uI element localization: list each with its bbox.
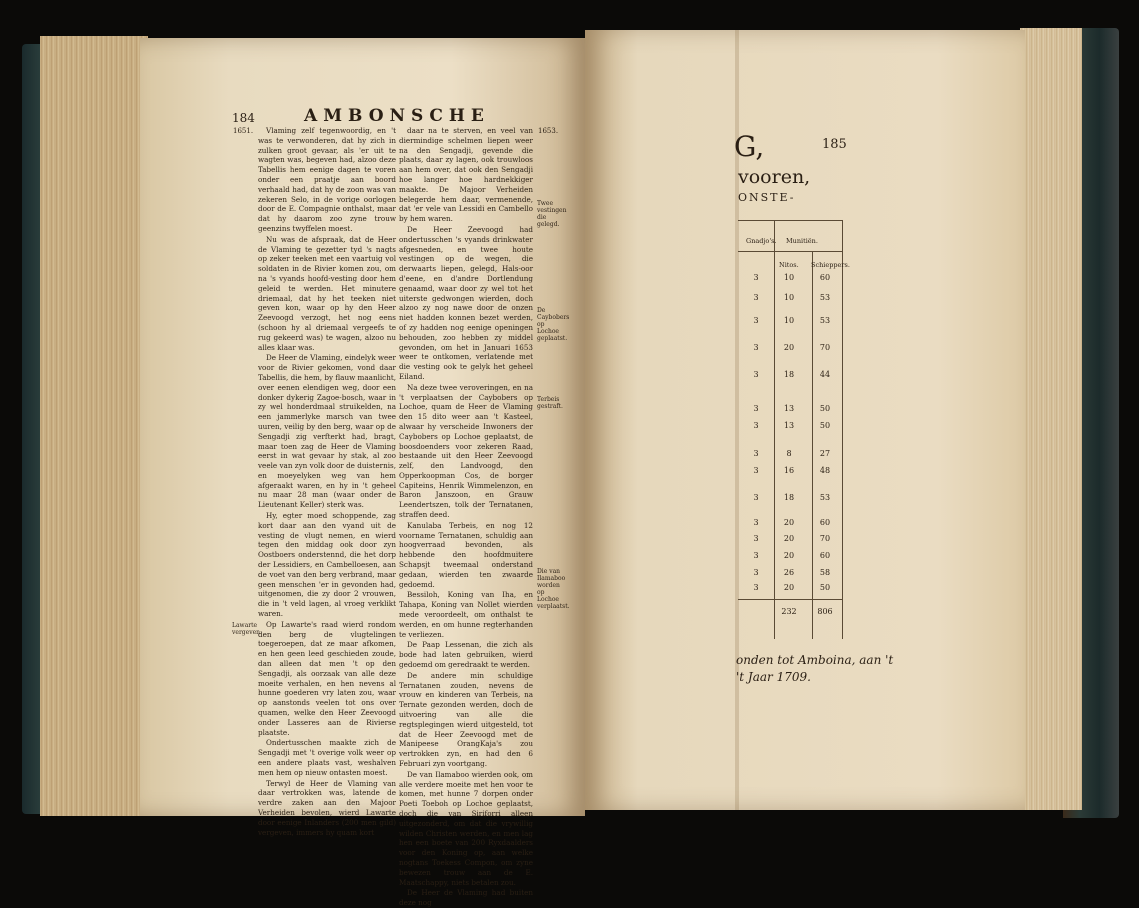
table-total-cell: 806 bbox=[817, 607, 833, 616]
table-subheader-schieppers: Schieppers. bbox=[811, 261, 850, 269]
table-cell: 60 bbox=[819, 518, 831, 527]
margin-note-lawarte: Lawarte vergeven. bbox=[232, 622, 262, 636]
table-cell: 53 bbox=[819, 293, 831, 302]
table-cell: 3 bbox=[753, 316, 759, 325]
table-cell: 50 bbox=[819, 404, 831, 413]
left-page-number: 184 bbox=[232, 111, 255, 125]
table-cell: 53 bbox=[819, 316, 831, 325]
table-cell: 44 bbox=[819, 370, 831, 379]
paragraph: De Heer de Vlaming had buiten deze nog bbox=[399, 888, 533, 908]
paragraph: Op Lawarte's raad wierd rondom den berg de vlugtelingen toegeroepen, dat ze maar afkomen, en hen geen leed geschieden zoude, dan alleen dat men 't op den Sengadji, als oorzaak van alle deze moeite verhalen, en hen nevens al hunne goederen vry laten zou, waar op aanstonds veelen tot ons over quamen, welke den Heer Zeevoogd onder Lasseres aan de Rivierse plaatste. bbox=[258, 619, 396, 737]
paragraph: Bessiloh, Koning van Iha, en Tahapa, Koning van Nollet wierden mede veroordeelt, om onthalst te werden, en om hunne regterhanden te verliezen. bbox=[399, 590, 533, 639]
right-title-fragment: G, bbox=[734, 130, 765, 163]
table-subheader-nitos: Nitos. bbox=[779, 261, 799, 269]
table-cell: 60 bbox=[819, 551, 831, 560]
table-cell: 3 bbox=[753, 493, 759, 502]
paragraph: Na deze twee veroveringen, en na 't verplaatsen der Caybobers op Lochoe, quam de Heer de Vlaming den 15 dito weer aan 't Kasteel, alwaar hy verscheide Inwoners der Caybobers op Lochoe geplaatst, de boosdoenders voor zekeren Raad, bestaande uit den Heer Zeevoogd zelf, den Landvoogd, den Opperkoopman Cos, de borger Capiteins, Henrik Wimmelenzon, en Baron Janszoon, en Grauw Leendertszen, tolk der Ternatanen, straffen deed. bbox=[399, 382, 533, 520]
running-head: AMBONSCHE bbox=[304, 106, 490, 126]
paragraph: Kanulaba Terbeis, en nog 12 voorname Ternatanen, schuldig aan hoogverraad bevonden, als hebbende den hoofdmuitere Schapsjt tweemaal onderstand gedaan, wierden ten zwaarde gedoemd. bbox=[399, 520, 533, 589]
table-cell: 3 bbox=[753, 534, 759, 543]
paragraph: De Heer Zeevoogd had ondertusschen 's vyands drinkwater afgesneden, en twee houte vestingen op de wegen, die derwaarts liepen, gelegd, Hals-oor d'eene, en d'andre Dortlendung genaamd, waar door zy wel tot het uiterste gedwongen wierden, doch alzoo zy nog nawe door de onzen niet hadden konnen bezet werden, of zy hadden nog eenige openingen behouden, zoo hebben zy middel gevonden, om het in Januari 1653 weer te ontkomen, verlatende met die vesting ook te gelyk het geheel Eiland. bbox=[399, 224, 533, 381]
plate-footer-line-1: onden tot Amboina, aan 't bbox=[736, 653, 894, 667]
table-cell: 3 bbox=[753, 343, 759, 352]
table-cell: 3 bbox=[753, 404, 759, 413]
margin-note-caybobers: De Caybobers op Lochoe geplaatst. bbox=[537, 307, 570, 342]
table-cell: 18 bbox=[783, 370, 795, 379]
table-cell: 58 bbox=[819, 568, 831, 577]
table-cell: 3 bbox=[753, 421, 759, 430]
right-page-number: 185 bbox=[822, 137, 847, 152]
table-header-gnadjos: Gnadjo's. bbox=[746, 237, 777, 245]
paragraph: Terwyl de Heer de Vlaming van daar vertrokken was, latende de verdre zaken aan den Majoor Verheiden bevolen, wierd Lawarte door eenige Inlanders (200 men gild) vergeven, immers hy quam kort bbox=[258, 778, 396, 837]
table-cell: 10 bbox=[783, 273, 795, 282]
page-edges-right bbox=[1020, 28, 1082, 810]
table-cell: 13 bbox=[783, 404, 795, 413]
table-header-munitien: Munitiën. bbox=[786, 237, 818, 245]
paragraph: Hy, egter moed schoppende, zag kort daar aan den vyand uit de vesting de vlugt nemen, en wierd tegen den middag ook door zyn Oostboers onderstennd, die het dorp der Lessidiers, en Cambelloesen, aan de voet van den berg verbrand, maar geen menschen 'er in gevonden had, uitgenomen, die zy door 2 vrouwen, die in 't veld lagen, al vroeg verklikt waren. bbox=[258, 511, 396, 619]
table-cell: 3 bbox=[753, 466, 759, 475]
table-cell: 3 bbox=[753, 568, 759, 577]
table-cell: 26 bbox=[783, 568, 795, 577]
paragraph: Ondertusschen maakte zich de Sengadji met 't overige volk weer op een andere plaats vast, weshalven men hem op nieuw ontasten moest. bbox=[258, 738, 396, 777]
table-cell: 70 bbox=[819, 534, 831, 543]
paragraph: daar na te sterven, en veel van diermindige schelmen liepen weer na den Sengadji, gevende die plaats, daar zy lagen, ook trouwloos aan hem over, dat ook den Sengadji hoe langer hoe hardnekkiger maakte. De Majoor Verheiden belegerde hem daar, vermenende, dat 'er vele van Lessidi en Cambello by hem waren. bbox=[399, 126, 533, 224]
table-cell: 20 bbox=[783, 583, 795, 592]
table-cell: 10 bbox=[783, 293, 795, 302]
table-cell: 3 bbox=[753, 583, 759, 592]
right-subtitle-fragment: vooren, bbox=[738, 166, 811, 188]
table-cell: 3 bbox=[753, 449, 759, 458]
paragraph: Vlaming zelf tegenwoordig, en 't was te verwonderen, dat hy zich in zulken groot gevaar, als 'er uit te wagten was, begeven had, alzoo deze Tabellis hem eenige dagen te voren onder een praatje aan boord verhaald had, dat hy de zoon was van zekeren Selo, in de vorige oorlogen door de E. Compagnie onthalst, maar dat hy daarom zoo zyne trouw geenzins twyffelen moest. bbox=[258, 126, 396, 233]
text-column-b bbox=[399, 126, 533, 908]
paragraph: De Paap Lessenan, die zich als bode had laten gebruiken, wierd gedoemd om geredraakt te werden. bbox=[399, 640, 533, 670]
right-heading-fragment: ONSTE- bbox=[738, 191, 796, 204]
table-cell: 18 bbox=[783, 493, 795, 502]
table-cell: 27 bbox=[819, 449, 831, 458]
plate-footer-line-2: 't Jaar 1709. bbox=[736, 670, 811, 684]
table-cell: 70 bbox=[819, 343, 831, 352]
table-cell: 8 bbox=[786, 449, 792, 458]
margin-note-ilamaboo: Die van Ilamaboo worden op Lochoe verplaatst. bbox=[537, 568, 570, 610]
margin-year-outer: 1651. bbox=[233, 127, 254, 135]
table-cell: 13 bbox=[783, 421, 795, 430]
paragraph: De andere min schuldige Ternatanen zouden, nevens de vrouw en kinderen van Terbeis, na Ternate gezonden werden, doch de uitvoering van alle die regtsplegingen wierd uitgesteld, tot dat de Heer Zeevoogd met de Manipeese OrangKaja's zou vertrokken zyn, en had den 6 Februari zyn voortgang. bbox=[399, 670, 533, 768]
table-cell: 3 bbox=[753, 551, 759, 560]
table-cell: 20 bbox=[783, 534, 795, 543]
table-cell: 53 bbox=[819, 493, 831, 502]
table-cell: 20 bbox=[783, 551, 795, 560]
margin-note-terbeis: Terbeis gestraft. bbox=[537, 396, 563, 410]
munitions-table bbox=[738, 220, 850, 639]
margin-year-inner: 1653. bbox=[538, 127, 559, 135]
table-cell: 16 bbox=[783, 466, 795, 475]
table-cell: 20 bbox=[783, 343, 795, 352]
text-column-a bbox=[258, 126, 396, 837]
table-cell: 50 bbox=[819, 583, 831, 592]
table-cell: 50 bbox=[819, 421, 831, 430]
table-total-cell: 232 bbox=[781, 607, 797, 616]
paragraph: De van Ilamaboo wierden ook, om alle verdere moeite met hen voor te komen, met hunne 7 dorpen onder Poeti Toeboh op Lochoe geplaatst, doch die van Siriforri alleen uitgezonderd, om dat die vrywillig wilden Christen werden, en men lag hen een boete van 200 Ryxdaalders voor den Koning op, aan welke nogtans Toekess Compon, om zyne bewezen trouw aan de E. Maatschappy, niets betalen zou. bbox=[399, 769, 533, 887]
page-edges-left bbox=[40, 36, 148, 816]
table-cell: 10 bbox=[783, 316, 795, 325]
table-cell: 3 bbox=[753, 370, 759, 379]
table-cell: 20 bbox=[783, 518, 795, 527]
table-cell: 3 bbox=[753, 518, 759, 527]
table-cell: 3 bbox=[753, 293, 759, 302]
margin-note-vestingen: Twee vestingen die gelegd. bbox=[537, 200, 567, 228]
paragraph: De Heer de Vlaming, eindelyk weer voor de Rivier gekomen, vond daar Tabellis, die hem, by flauw maanlicht, over eenen elendigen weg, door een donker dykerig Zagoe-bosch, waar in zy wel honderdmaal struikelden, na een jammerlyke marsch van twee uuren, veilig by den berg, waar op de Sengadji zig verfterkt had, bragt, maar toen zag de Heer de Vlaming eerst in wat gevaar hy stak, al zoo veele van zyn volk door de duisternis, en moeyelyken weg van hem afgeraakt waren, en hy in 't geheel nu maar 28 man (waar onder de Lieutenant Keller) sterk was. bbox=[258, 353, 396, 510]
table-cell: 48 bbox=[819, 466, 831, 475]
table-cell: 60 bbox=[819, 273, 831, 282]
paragraph: Nu was de afspraak, dat de Heer de Vlaming te gezetter tyd 's nagts op zeker teeken met een vaartuig vol soldaten in de Rivier komen zou, om na 's vyands hoofd-vesting door hem geleid te werden. Het minutere driemaal, dat hy het teeken niet geven kon, waar op hy den Heer Zeevoogd verzogt, het nog eens (schoon hy al driemaal vergeefs te rug gekeerd was) te wagen, alzoo nu alles klaar was. bbox=[258, 234, 396, 352]
table-cell: 3 bbox=[753, 273, 759, 282]
